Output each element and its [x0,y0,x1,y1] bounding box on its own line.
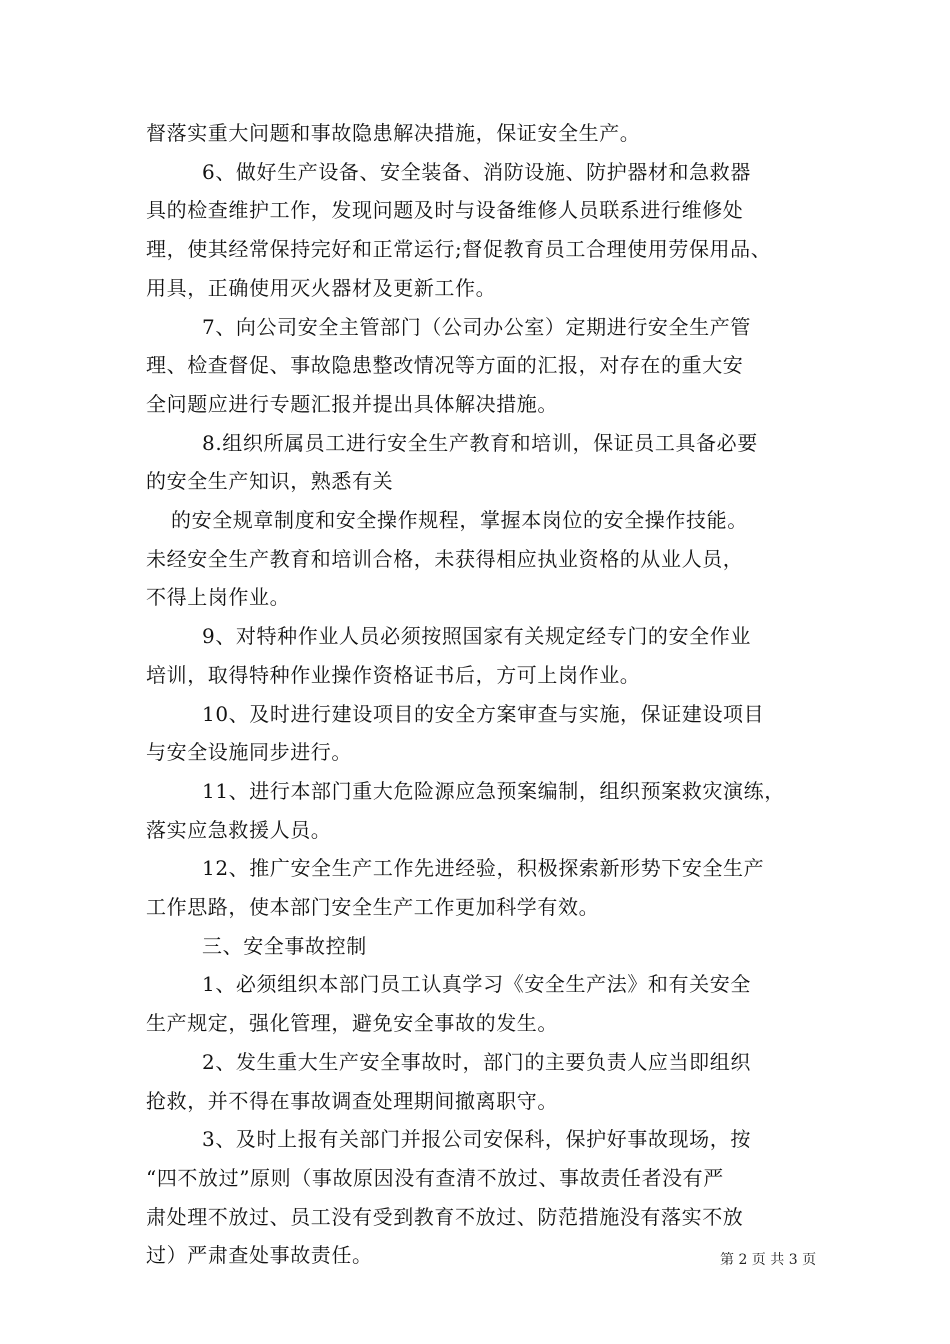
text-line: 8.组织所属员工进行安全生产教育和培训，保证员工具备必要 [202,430,758,455]
section-heading: 三、安全事故控制 [202,933,367,958]
text-line: 6、做好生产设备、安全装备、消防设施、防护器材和急救器 [202,159,751,184]
text-line: 不得上岗作业。 [146,585,291,610]
text-line: 过）严肃查处事故责任。 [146,1243,373,1268]
text-line: 1、必须组织本部门员工认真学习《安全生产法》和有关安全 [202,972,751,997]
text-line: 12、推广安全生产工作先进经验，积极探索新形势下安全生产 [202,856,765,881]
text-line: 落实应急救援人员。 [146,817,332,842]
document-body [146,114,826,1275]
text-line: 抢救，并不得在事故调查处理期间撤离职守。 [146,1088,558,1113]
text-line: 7、向公司安全主管部门（公司办公室）定期进行安全生产管 [202,314,751,339]
text-line: 10、及时进行建设项目的安全方案审查与实施，保证建设项目 [202,701,765,726]
text-line: 未经安全生产教育和培训合格，未获得相应执业资格的从业人员， [146,546,744,571]
text-line: 理、检查督促、事故隐患整改情况等方面的汇报，对存在的重大安 [146,353,744,378]
text-line: 生产规定，强化管理，避免安全事故的发生。 [146,1011,558,1036]
text-line: 督落实重大问题和事故隐患解决措施，保证安全生产。 [146,121,641,145]
text-line: 工作思路，使本部门安全生产工作更加科学有效。 [146,895,600,920]
text-line: 肃处理不放过、员工没有受到教育不放过、防范措施没有落实不放 [146,1204,744,1229]
text-line: 与安全设施同步进行。 [146,740,352,765]
text-line: 11、进行本部门重大危险源应急预案编制，组织预案救灾演练， [202,778,785,803]
text-line: 用具，正确使用灭火器材及更新工作。 [146,275,497,300]
page-number: 第 2 页 共 3 页 [720,1252,817,1268]
text-line: 全问题应进行专题汇报并提出具体解决措施。 [146,391,558,416]
text-line: 3、及时上报有关部门并报公司安保科，保护好事故现场，按 [202,1127,751,1152]
text-line: “四不放过”原则（事故原因没有查清不放过、事故责任者没有严 [146,1165,724,1190]
text-line: 具的检查维护工作，发现问题及时与设备维修人员联系进行维修处 [146,198,744,223]
text-line: 理，使其经常保持完好和正常运行;督促教育员工合理使用劳保用品、 [146,237,772,262]
text-line: 的安全生产知识，熟悉有关 [146,469,394,494]
text-line: 培训，取得特种作业操作资格证书后，方可上岗作业。 [146,662,641,687]
text-line: 9、对特种作业人员必须按照国家有关规定经专门的安全作业 [202,624,751,649]
text-line: 2、发生重大生产安全事故时，部门的主要负责人应当即组织 [202,1049,751,1074]
text-line: 的安全规章制度和安全操作规程，掌握本岗位的安全操作技能。 [171,508,748,533]
